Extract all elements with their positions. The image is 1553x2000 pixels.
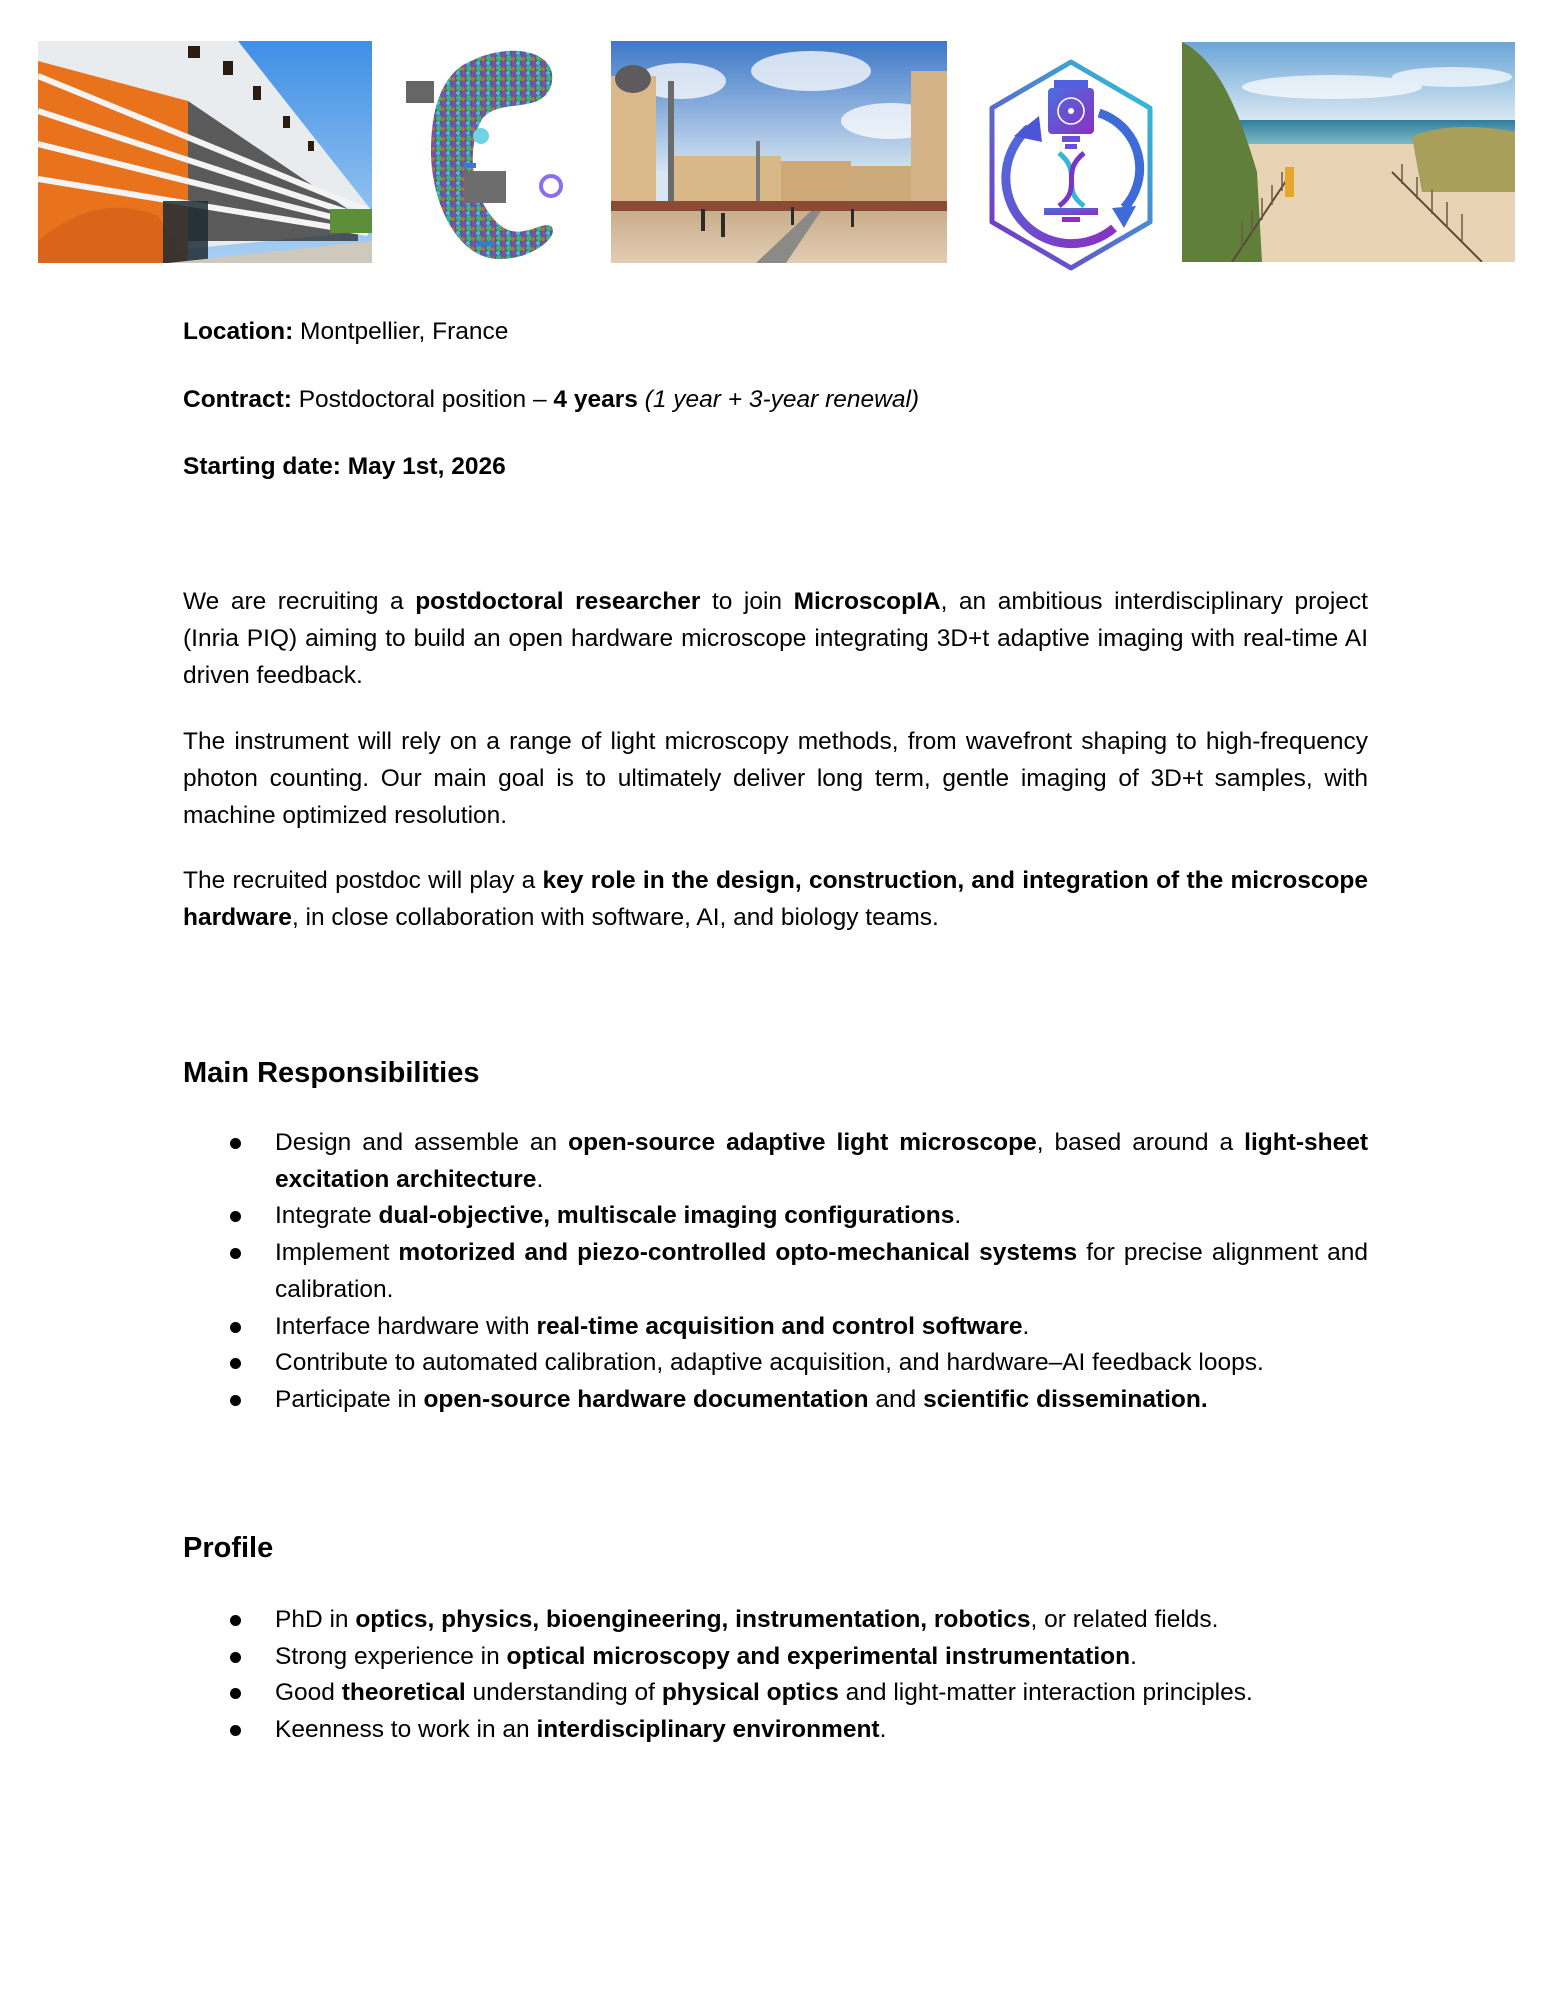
list-item bbox=[183, 1125, 1368, 1198]
microscopia-logo bbox=[984, 58, 1158, 272]
text: . bbox=[1130, 1642, 1137, 1670]
emphasis: motorized and piezo-controlled opto-mechanical systems bbox=[398, 1239, 1078, 1267]
text: Interface hardware with bbox=[275, 1312, 537, 1340]
text: Implement bbox=[275, 1239, 399, 1267]
emphasis: interdisciplinary environment bbox=[536, 1716, 880, 1744]
emphasis: theoretical bbox=[341, 1679, 466, 1707]
bullet-icon bbox=[230, 1211, 241, 1222]
text: understanding of bbox=[465, 1679, 662, 1707]
emphasis: scientific dissemination. bbox=[923, 1385, 1208, 1413]
emphasis: postdoctoral researcher bbox=[415, 588, 701, 615]
emphasis: optics, physics, bioengineering, instrumentation, robotics bbox=[355, 1606, 1031, 1633]
contract-note: (1 year + 3-year renewal) bbox=[637, 386, 920, 413]
location-line bbox=[183, 317, 508, 347]
text: and light-matter interaction principles. bbox=[838, 1679, 1253, 1707]
responsibilities-list bbox=[183, 1125, 1368, 1419]
emphasis: real-time acquisition and control software bbox=[536, 1312, 1023, 1340]
bullet-icon bbox=[230, 1725, 241, 1736]
emphasis: key role in the design, construction, and integration of the microscope hardware bbox=[183, 867, 1369, 931]
text: and bbox=[868, 1385, 924, 1413]
list-item bbox=[183, 1235, 1368, 1308]
text: . bbox=[879, 1716, 887, 1744]
intro-paragraph-2: The instrument will rely on a range of light microscopy methods, from wavefront shaping to high-frequency photon counting. Our main goal is to ultimately deliver long term, gentle imaging of 3D+t samples, with machine optimized resolution. bbox=[183, 728, 1368, 829]
montpellier-square-photo bbox=[611, 41, 947, 263]
bullet-icon bbox=[230, 1615, 241, 1626]
list-item bbox=[183, 1309, 1368, 1346]
list-item bbox=[183, 1675, 1368, 1712]
emphasis: physical optics bbox=[661, 1679, 839, 1707]
responsibilities-heading: Main Responsibilities bbox=[183, 1057, 480, 1089]
bullet-icon bbox=[230, 1322, 241, 1333]
emphasis: dual-objective, multiscale imaging configurations bbox=[378, 1202, 955, 1230]
location-label: Location: bbox=[183, 318, 294, 345]
list-item bbox=[183, 1712, 1368, 1749]
profile-heading: Profile bbox=[183, 1532, 274, 1564]
beach-photo bbox=[1182, 42, 1515, 262]
emphasis: optical microscopy and experimental instrumentation bbox=[506, 1642, 1131, 1670]
text: , or related fields. bbox=[1030, 1606, 1219, 1633]
profile-list bbox=[183, 1602, 1368, 1749]
contract-duration: 4 years bbox=[553, 386, 638, 413]
text: Strong experience in bbox=[275, 1642, 507, 1670]
text: . bbox=[1022, 1312, 1030, 1340]
text: for precise alignment and calibration. bbox=[275, 1239, 1369, 1303]
text: We are recruiting a bbox=[183, 588, 416, 615]
emphasis: light-sheet excitation architecture bbox=[275, 1129, 1369, 1193]
text: The recruited postdoc will play a bbox=[183, 867, 543, 894]
text: Integrate bbox=[275, 1202, 379, 1230]
text: . bbox=[536, 1165, 544, 1193]
intro-paragraph-1 bbox=[183, 584, 1368, 694]
starting-date: Starting date: May 1st, 2026 bbox=[183, 453, 506, 480]
contract-line bbox=[183, 385, 919, 415]
project-name: MicroscopIA bbox=[793, 588, 941, 615]
contract-label: Contract: bbox=[183, 386, 292, 413]
bullet-icon bbox=[230, 1688, 241, 1699]
bullet-icon bbox=[230, 1395, 241, 1406]
emphasis: open-source hardware documentation bbox=[423, 1385, 869, 1413]
bullet-icon bbox=[230, 1138, 241, 1149]
bullet-icon bbox=[230, 1358, 241, 1369]
list-item bbox=[183, 1602, 1368, 1639]
text: PhD in bbox=[275, 1606, 356, 1633]
bullet-icon bbox=[230, 1248, 241, 1259]
intro-paragraph-3 bbox=[183, 863, 1368, 937]
text: to join bbox=[700, 588, 794, 615]
text: Design and assemble an bbox=[275, 1129, 569, 1156]
text: Keenness to work in an bbox=[275, 1716, 537, 1744]
starting-date-line bbox=[183, 452, 506, 482]
text: , in close collaboration with software, AI, and biology teams. bbox=[291, 903, 939, 931]
list-item bbox=[183, 1639, 1368, 1676]
text: Good bbox=[275, 1679, 342, 1707]
text: , based around a bbox=[1036, 1129, 1245, 1156]
text: . bbox=[954, 1202, 962, 1230]
bullet-icon bbox=[230, 1652, 241, 1663]
text: , an ambitious interdisciplinary project (Inria PIQ) aiming to build an open hardware microscope integrating 3D+t adaptive imaging with real-time AI driven feedback. bbox=[183, 588, 1368, 689]
list-item bbox=[183, 1382, 1368, 1419]
contract-value: Postdoctoral position – bbox=[291, 386, 554, 413]
emphasis: open-source adaptive light microscope bbox=[568, 1129, 1037, 1156]
location-value: Montpellier, France bbox=[293, 318, 509, 345]
text: Contribute to automated calibration, adaptive acquisition, and hardware–AI feedback loops. bbox=[275, 1349, 1264, 1377]
embryo-segmentation-image bbox=[401, 41, 584, 265]
list-item bbox=[183, 1198, 1368, 1235]
text: Participate in bbox=[275, 1385, 424, 1413]
campus-building-photo bbox=[38, 41, 372, 263]
list-item bbox=[183, 1345, 1368, 1382]
